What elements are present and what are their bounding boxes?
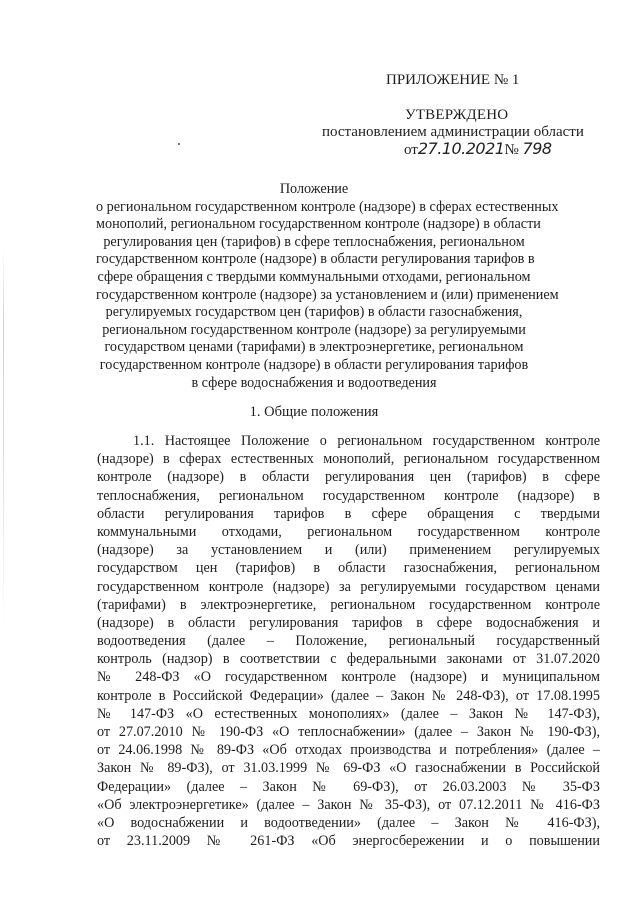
body-line: «Об электроэнергетике» (далее – Закон № 35-ФЗ), от 07.12.2011 № 416-ФЗ: [97, 796, 600, 813]
body-line: области регулирования тарифов в сфере обращения с твердыми: [97, 505, 600, 522]
approved-by-text: постановлением администрации области: [322, 124, 584, 140]
title-line: государственном контроле (надзоре) в области регулирования тарифов в: [96, 251, 535, 268]
body-line: от 24.06.1998 № 89-ФЗ «Об отходах производства и потребления» (далее –: [97, 742, 600, 759]
body-line: (тарифами) в электроэнергетике, региональном государственном контроле: [97, 596, 600, 613]
body-line: контроле (надзоре) в области регулирования цен (тарифов) в сфере: [97, 469, 600, 486]
body-line: «О водоснабжении и водоотведении» (далее – Закон № 416-ФЗ),: [97, 814, 600, 831]
body-line: государством цен (тарифов) в области газоснабжения, региональном: [97, 560, 600, 577]
title-line: государственном контроле (надзоре) за установлением и (или) применением: [96, 286, 559, 303]
title-line: государством ценами (тарифами) в электроэнергетике, региональном: [104, 339, 524, 356]
body-line: государственном контроле (надзоре) за регулируемыми государством ценами: [97, 578, 600, 595]
body-paragraph: [97, 432, 600, 850]
body-line: коммунальными отходами, региональном государственном контроле: [97, 523, 600, 540]
decree-date-line: [404, 140, 552, 159]
body-line: от 23.11.2009 № 261-ФЗ «Об энергосбережении и о повышении: [97, 833, 600, 850]
handwritten-number: 798: [522, 139, 552, 158]
title-line: регулирования цен (тарифов) в сфере теплоснабжения, региональном: [103, 233, 525, 250]
date-prefix: от: [404, 142, 418, 158]
approved-label: УТВЕРЖДЕНО: [405, 107, 509, 123]
body-line: от 27.07.2010 № 190-ФЗ «О теплоснабжении» (далее – Закон № 190-ФЗ),: [97, 724, 600, 740]
title-line: монополий, региональном государственном контроле (надзоре) в области: [96, 216, 541, 233]
body-line: (надзоре) в области регулирования тарифов в сфере водоснабжения и: [97, 614, 600, 631]
attachment-label: ПРИЛОЖЕНИЕ № 1: [386, 72, 520, 88]
body-line: Закон № 89-ФЗ), от 31.03.1999 № 69-ФЗ «О газоснабжении в Российской: [97, 760, 600, 777]
body-line: № 248-ФЗ «О государственном контроле (надзоре) и муниципальном: [97, 669, 600, 686]
body-line: Федерации» (далее – Закон № 69-ФЗ), от 26.03.2003 № 35-ФЗ: [97, 778, 600, 795]
section-heading: 1. Общие положения: [249, 404, 379, 420]
title-line: государственном контроле (надзоре) в области регулирования тарифов: [99, 356, 529, 373]
scan-dot-artifact: [178, 143, 180, 145]
title-line: сфере обращения с твердыми коммунальными отходами, региональном: [97, 268, 531, 285]
handwritten-date: 27.10.2021: [417, 139, 505, 158]
body-line: 1.1. Настоящее Положение о региональном государственном контроле: [133, 433, 600, 449]
title-line: в сфере водоснабжения и водоотведения: [191, 374, 437, 391]
body-line: (надзоре) за установлением и (или) применением регулируемых: [97, 542, 600, 559]
title-line: региональном государственном контроле (надзоре) за регулируемыми: [102, 321, 526, 338]
document-title: [96, 181, 559, 392]
body-line: № 147-ФЗ «О естественных монополиях» (далее – Закон № 147-ФЗ),: [97, 705, 600, 722]
scan-edge-artifact: [3, 250, 4, 630]
title-line: регулируемых государством цен (тарифов) в области газоснабжения,: [105, 304, 523, 321]
body-line: водоотведения (далее – Положение, региональный государственный: [97, 633, 600, 650]
body-line: (надзоре) в сферах естественных монополий, региональном государственном: [97, 451, 600, 468]
body-line: контроль (надзор) в соответствии с федеральными законами от 31.07.2020: [97, 651, 600, 668]
body-line: контроле в Российской Федерации» (далее – Закон № 248-ФЗ), от 17.08.1995: [97, 687, 600, 704]
body-line: теплоснабжения, региональном государственном контроле (надзоре) в: [97, 487, 600, 504]
title-line: о региональном государственном контроле (надзоре) в сферах естественных: [96, 198, 559, 215]
title-heading: Положение: [279, 181, 349, 197]
number-prefix: №: [504, 142, 519, 158]
